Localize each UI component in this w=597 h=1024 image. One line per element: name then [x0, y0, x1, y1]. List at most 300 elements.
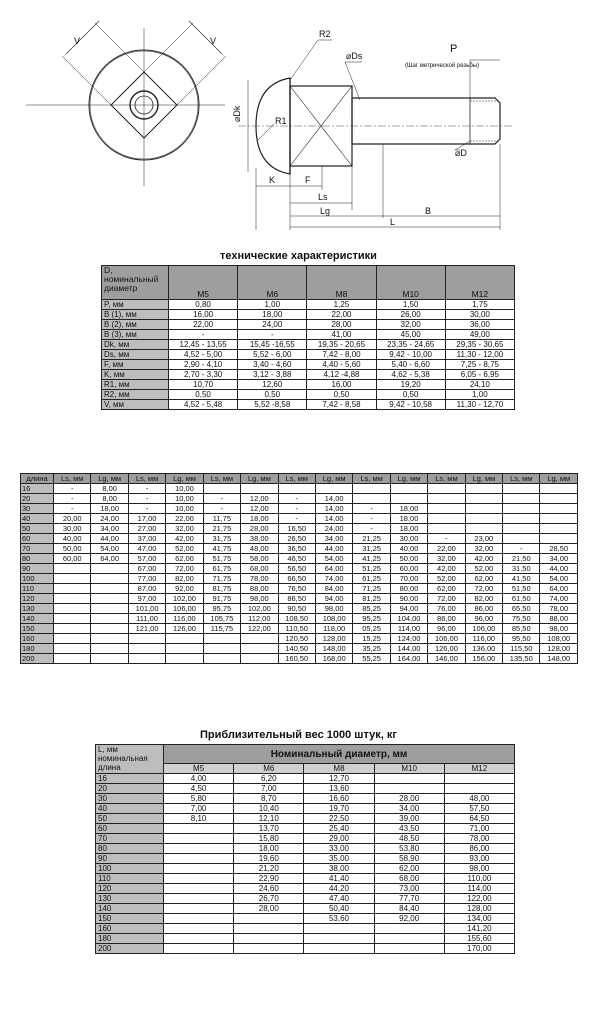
weight-cell: [164, 944, 234, 954]
lengths-cell: [91, 604, 128, 614]
lengths-column-header: Lg, мм: [91, 474, 128, 484]
weight-cell: 33,00: [304, 844, 374, 854]
lengths-row-label: 160: [21, 634, 54, 644]
weight-cell: [164, 824, 234, 834]
lengths-cell: 116,00: [166, 614, 203, 624]
lengths-column-header: Ls, мм: [353, 474, 390, 484]
weight-cell: 110,00: [444, 874, 514, 884]
lengths-cell: 81,75: [203, 584, 240, 594]
lengths-cell: [54, 594, 91, 604]
lengths-cell: 18,00: [390, 514, 427, 524]
weight-cell: [164, 914, 234, 924]
specs-title: технические характеристики: [220, 250, 377, 262]
lengths-cell: 67,00: [128, 564, 165, 574]
lengths-cell: 84,00: [315, 584, 352, 594]
lengths-cell: -: [128, 484, 165, 494]
lengths-cell: [91, 624, 128, 634]
lengths-cell: 10,00: [166, 494, 203, 504]
weight-cell: 12,70: [304, 774, 374, 784]
lengths-cell: 96,00: [428, 624, 465, 634]
lengths-cell: 128,00: [315, 634, 352, 644]
specs-row-label: R1, мм: [102, 380, 169, 390]
weight-cell: 5,80: [164, 794, 234, 804]
lengths-cell: 52,00: [428, 574, 465, 584]
specs-cell: 2,70 - 3,30: [169, 370, 238, 380]
lengths-row: [21, 534, 578, 544]
specs-row-label: K, мм: [102, 370, 169, 380]
lengths-cell: 85,50: [503, 624, 540, 634]
specs-cell: 16,00: [169, 310, 238, 320]
weight-row: [96, 874, 515, 884]
lengths-cell: 46,50: [278, 554, 315, 564]
weight-row-label: 60: [96, 824, 164, 834]
weight-cell: [164, 924, 234, 934]
lengths-cell: 16,50: [278, 524, 315, 534]
lengths-cell: 31,50: [503, 564, 540, 574]
lengths-cell: 95,75: [203, 604, 240, 614]
lengths-cell: 24,00: [91, 514, 128, 524]
specs-cell: 10,70: [169, 380, 238, 390]
lengths-cell: 32,00: [166, 524, 203, 534]
weight-cell: [374, 944, 444, 954]
lengths-cell: 41,25: [353, 554, 390, 564]
lengths-cell: 62,00: [428, 584, 465, 594]
lengths-cell: 105,75: [203, 614, 240, 624]
weight-row: [96, 904, 515, 914]
lengths-cell: [54, 634, 91, 644]
weight-corner-cell: [96, 745, 164, 774]
weight-cell: 28,00: [374, 794, 444, 804]
lengths-cell: 101,00: [128, 604, 165, 614]
specs-row-label: P, мм: [102, 300, 169, 310]
lengths-cell: 66,50: [278, 574, 315, 584]
lengths-cell: 31,75: [203, 534, 240, 544]
bolt-drawing-svg: [0, 0, 597, 232]
specs-cell: 0,50: [307, 390, 376, 400]
lengths-cell: 121,00: [128, 624, 165, 634]
weight-row: [96, 884, 515, 894]
lengths-cell: [91, 634, 128, 644]
lengths-column-header: Lg, мм: [540, 474, 578, 484]
lengths-row: [21, 514, 578, 524]
lengths-cell: 17,00: [128, 514, 165, 524]
weight-cell: 22,50: [304, 814, 374, 824]
lengths-cell: 97,00: [128, 594, 165, 604]
lengths-row: [21, 614, 578, 624]
lengths-cell: 64,00: [540, 584, 578, 594]
weight-row-label: 160: [96, 924, 164, 934]
weight-cell: 48,50: [374, 834, 444, 844]
lengths-cell: 44,00: [540, 564, 578, 574]
weight-cell: 8,10: [164, 814, 234, 824]
lengths-cell: 14,00: [315, 514, 352, 524]
specs-cell: -: [169, 330, 238, 340]
lengths-cell: -: [54, 504, 91, 514]
weight-cell: 73,00: [374, 884, 444, 894]
lengths-cell: 52,00: [465, 564, 502, 574]
weight-cell: 128,00: [444, 904, 514, 914]
lengths-cell: [465, 514, 502, 524]
specs-cell: 19,20: [376, 380, 445, 390]
specs-row: [102, 380, 515, 390]
lengths-row: [21, 544, 578, 554]
lengths-cell: 87,00: [128, 584, 165, 594]
lengths-row-label: 40: [21, 514, 54, 524]
lengths-cell: [278, 484, 315, 494]
lengths-cell: [203, 654, 240, 664]
lengths-column-header: Ls, мм: [203, 474, 240, 484]
weight-row: [96, 934, 515, 944]
lengths-cell: 78,00: [241, 574, 278, 584]
lengths-cell: 48,00: [241, 544, 278, 554]
weight-column-header: M6: [234, 764, 304, 774]
specs-corner-cell: [102, 266, 169, 300]
specs-cell: 1,00: [445, 390, 514, 400]
lengths-row-label: 110: [21, 584, 54, 594]
weight-cell: [164, 904, 234, 914]
lengths-cell: 94,00: [390, 604, 427, 614]
label-v-right: V: [210, 36, 217, 46]
lengths-cell: [241, 654, 278, 664]
label-dk: ⌀Dk: [232, 105, 242, 122]
specs-cell: 22,00: [307, 310, 376, 320]
lengths-cell: 50,00: [390, 554, 427, 564]
lengths-cell: [540, 494, 578, 504]
lengths-cell: 34,00: [91, 524, 128, 534]
weight-row: [96, 894, 515, 904]
lengths-cell: [128, 654, 165, 664]
lengths-cell: 124,00: [390, 634, 427, 644]
weight-cell: 86,00: [444, 844, 514, 854]
lengths-cell: 20,00: [54, 514, 91, 524]
lengths-row-label: 120: [21, 594, 54, 604]
lengths-cell: 76,00: [428, 604, 465, 614]
specs-cell: 0,50: [238, 390, 307, 400]
lengths-cell: 60,00: [54, 554, 91, 564]
lengths-row-label: 130: [21, 604, 54, 614]
weight-column-header: M10: [374, 764, 444, 774]
lengths-cell: [203, 644, 240, 654]
lengths-cell: 148,00: [315, 644, 352, 654]
lengths-row-label: 20: [21, 494, 54, 504]
weight-cell: 6,20: [234, 774, 304, 784]
lengths-cell: [166, 654, 203, 664]
weight-cell: 22,90: [234, 874, 304, 884]
lengths-column-header: Ls, мм: [128, 474, 165, 484]
lengths-cell: [241, 484, 278, 494]
weight-cell: 8,70: [234, 794, 304, 804]
lengths-cell: 168,00: [315, 654, 352, 664]
weight-cell: 92,00: [374, 914, 444, 924]
lengths-cell: 140,50: [278, 644, 315, 654]
weight-row-label: 180: [96, 934, 164, 944]
lengths-cell: [241, 634, 278, 644]
lengths-cell: 51,75: [203, 554, 240, 564]
lengths-row: [21, 564, 578, 574]
specs-cell: 1,75: [445, 300, 514, 310]
weight-row-label: 130: [96, 894, 164, 904]
weight-row-label: 70: [96, 834, 164, 844]
weight-corner-line: L, мм: [98, 745, 118, 754]
lengths-cell: -: [278, 494, 315, 504]
weight-row: [96, 854, 515, 864]
lengths-row: [21, 634, 578, 644]
lengths-cell: 81,25: [353, 594, 390, 604]
lengths-row-label: 90: [21, 564, 54, 574]
label-lg: Lg: [320, 206, 331, 216]
lengths-cell: 21,50: [503, 554, 540, 564]
lengths-cell: 85,25: [353, 604, 390, 614]
lengths-cell: 115,75: [203, 624, 240, 634]
lengths-cell: 148,00: [540, 654, 578, 664]
specs-cell: 0,50: [169, 390, 238, 400]
weight-cell: 84,40: [374, 904, 444, 914]
lengths-cell: 120,50: [278, 634, 315, 644]
lengths-row-label: 80: [21, 554, 54, 564]
label-ds: ⌀Ds: [346, 51, 363, 61]
weight-cell: 19,60: [234, 854, 304, 864]
lengths-cell: 27,00: [128, 524, 165, 534]
weight-cell: [304, 924, 374, 934]
lengths-cell: [390, 494, 427, 504]
lengths-header-row: [21, 474, 578, 484]
specs-table: [101, 265, 515, 410]
specs-row-label: Ds, мм: [102, 350, 169, 360]
weight-cell: 29,00: [304, 834, 374, 844]
lengths-cell: 114,00: [390, 624, 427, 634]
specs-column-header: M5: [169, 266, 238, 300]
lengths-cell: 88,00: [540, 614, 578, 624]
lengths-cell: 96,00: [465, 614, 502, 624]
weight-cell: 71,00: [444, 824, 514, 834]
lengths-cell: 102,00: [166, 594, 203, 604]
label-r1: R1: [275, 116, 287, 126]
specs-cell: 4,52 - 5,48: [169, 400, 238, 410]
lengths-cell: 10,00: [166, 504, 203, 514]
lengths-cell: 34,00: [540, 554, 578, 564]
specs-row-label: F, мм: [102, 360, 169, 370]
weight-title: Приблизительный вес 1000 штук, кг: [200, 729, 397, 741]
specs-cell: 4,12 -4,88: [307, 370, 376, 380]
lengths-row: [21, 504, 578, 514]
lengths-cell: 18,00: [91, 504, 128, 514]
specs-row: [102, 340, 515, 350]
weight-cell: [444, 784, 514, 794]
specs-cell: 9,42 - 10,58: [376, 400, 445, 410]
lengths-cell: 108,00: [315, 614, 352, 624]
specs-cell: 6,05 - 6,95: [445, 370, 514, 380]
lengths-cell: 60,00: [390, 564, 427, 574]
lengths-cell: 78,00: [540, 604, 578, 614]
specs-row: [102, 310, 515, 320]
lengths-cell: 18,00: [241, 514, 278, 524]
lengths-cell: [54, 614, 91, 624]
lengths-cell: 80,00: [390, 584, 427, 594]
weight-row-label: 150: [96, 914, 164, 924]
lengths-cell: 8,00: [91, 494, 128, 504]
specs-cell: 5,52 -8,58: [238, 400, 307, 410]
lengths-cell: 50,00: [54, 544, 91, 554]
lengths-cell: 30,00: [390, 534, 427, 544]
lengths-cell: [54, 574, 91, 584]
weight-cell: 68,00: [374, 874, 444, 884]
lengths-column-header: длина: [21, 474, 54, 484]
lengths-column-header: Ls, мм: [428, 474, 465, 484]
weight-cell: 155,60: [444, 934, 514, 944]
lengths-cell: 128,00: [540, 644, 578, 654]
weight-cell: [234, 924, 304, 934]
specs-cell: 0,80: [169, 300, 238, 310]
lengths-cell: 95,25: [353, 614, 390, 624]
weight-row: [96, 844, 515, 854]
lengths-column-header: Lg, мм: [465, 474, 502, 484]
weight-cell: 58,90: [374, 854, 444, 864]
weight-row-label: 80: [96, 844, 164, 854]
lengths-cell: 62,00: [465, 574, 502, 584]
specs-row: [102, 370, 515, 380]
lengths-cell: 44,00: [91, 534, 128, 544]
specs-cell: 11,30 - 12,00: [445, 350, 514, 360]
specs-cell: 4,62 - 5,38: [376, 370, 445, 380]
lengths-row-label: 60: [21, 534, 54, 544]
weight-cell: 77,70: [374, 894, 444, 904]
weight-row-label: 110: [96, 874, 164, 884]
weight-cell: 134,00: [444, 914, 514, 924]
weight-corner-line: длина: [98, 763, 121, 772]
specs-column-header: M10: [376, 266, 445, 300]
weight-column-header: M12: [444, 764, 514, 774]
weight-heading-row: [96, 745, 515, 764]
specs-cell: 4,52 - 5,00: [169, 350, 238, 360]
specs-column-header: M12: [445, 266, 514, 300]
lengths-cell: 41,50: [503, 574, 540, 584]
weight-cell: 122,00: [444, 894, 514, 904]
lengths-cell: [540, 534, 578, 544]
weight-row: [96, 834, 515, 844]
lengths-cell: 12,00: [241, 494, 278, 504]
lengths-row: [21, 624, 578, 634]
weight-cell: 93,00: [444, 854, 514, 864]
weight-cell: 141,20: [444, 924, 514, 934]
lengths-cell: [540, 484, 578, 494]
lengths-cell: 57,00: [128, 554, 165, 564]
lengths-cell: [353, 494, 390, 504]
lengths-cell: 32,00: [428, 554, 465, 564]
lengths-cell: 116,00: [465, 634, 502, 644]
lengths-column-header: Ls, мм: [54, 474, 91, 484]
specs-cell: 18,00: [238, 310, 307, 320]
weight-row: [96, 824, 515, 834]
lengths-cell: [503, 484, 540, 494]
lengths-cell: 82,00: [166, 574, 203, 584]
weight-cell: 43,50: [374, 824, 444, 834]
lengths-column-header: Lg, мм: [315, 474, 352, 484]
weight-cell: 62,00: [374, 864, 444, 874]
lengths-cell: [465, 494, 502, 504]
weight-cell: 53,80: [374, 844, 444, 854]
specs-row-label: B (2), мм: [102, 320, 169, 330]
lengths-row: [21, 574, 578, 584]
lengths-cell: 18,00: [390, 524, 427, 534]
specs-cell: 22,00: [169, 320, 238, 330]
lengths-cell: [503, 504, 540, 514]
lengths-cell: 32,00: [465, 544, 502, 554]
weight-cell: 24,60: [234, 884, 304, 894]
weight-row-label: 30: [96, 794, 164, 804]
weight-cell: [374, 784, 444, 794]
specs-row: [102, 320, 515, 330]
lengths-row-label: 16: [21, 484, 54, 494]
lengths-cell: [540, 504, 578, 514]
specs-row-label: R2, мм: [102, 390, 169, 400]
specs-cell: 11,30 - 12,70: [445, 400, 514, 410]
lengths-row: [21, 584, 578, 594]
weight-cell: 13,60: [304, 784, 374, 794]
weight-cell: 64,50: [444, 814, 514, 824]
lengths-cell: 28,50: [540, 544, 578, 554]
weight-cell: 28,00: [234, 904, 304, 914]
lengths-column-header: Lg, мм: [241, 474, 278, 484]
lengths-cell: 70,00: [390, 574, 427, 584]
label-p-note: (Шаг метрической резьбы): [405, 63, 480, 69]
specs-row: [102, 330, 515, 340]
lengths-cell: 41,75: [203, 544, 240, 554]
lengths-cell: 54,00: [315, 554, 352, 564]
weight-cell: [304, 934, 374, 944]
specs-cell: 7,25 - 8,75: [445, 360, 514, 370]
lengths-cell: 98,00: [315, 604, 352, 614]
weight-cell: 53,60: [304, 914, 374, 924]
lengths-cell: [465, 524, 502, 534]
specs-cell: 5,40 - 6,60: [376, 360, 445, 370]
lengths-cell: 126,00: [428, 644, 465, 654]
lengths-cell: [540, 524, 578, 534]
weight-row: [96, 814, 515, 824]
weight-row: [96, 864, 515, 874]
specs-corner-line: диаметр: [104, 283, 138, 293]
lengths-cell: [203, 484, 240, 494]
lengths-cell: [465, 484, 502, 494]
lengths-table: [20, 473, 578, 664]
specs-cell: 4,40 - 5,60: [307, 360, 376, 370]
specs-cell: 1,00: [238, 300, 307, 310]
weight-cell: 35,00: [304, 854, 374, 864]
specs-cell: 1,25: [307, 300, 376, 310]
weight-cell: [164, 854, 234, 864]
weight-cell: 7,00: [234, 784, 304, 794]
lengths-cell: 112,00: [241, 614, 278, 624]
weight-cell: 41,40: [304, 874, 374, 884]
lengths-cell: 156,00: [465, 654, 502, 664]
specs-cell: -: [238, 330, 307, 340]
lengths-cell: 75,50: [503, 614, 540, 624]
lengths-cell: 44,00: [315, 544, 352, 554]
specs-cell: 15,45 -16,55: [238, 340, 307, 350]
specs-cell: 32,00: [376, 320, 445, 330]
lengths-cell: 106,00: [428, 634, 465, 644]
specs-cell: 0,50: [376, 390, 445, 400]
lengths-cell: 54,00: [540, 574, 578, 584]
weight-row-label: 20: [96, 784, 164, 794]
label-d: ⌀D: [455, 148, 467, 158]
lengths-cell: -: [54, 494, 91, 504]
lengths-row-label: 100: [21, 574, 54, 584]
weight-row-label: 16: [96, 774, 164, 784]
weight-row-label: 100: [96, 864, 164, 874]
lengths-cell: [166, 634, 203, 644]
weight-table: [95, 744, 515, 954]
lengths-cell: 106,00: [166, 604, 203, 614]
